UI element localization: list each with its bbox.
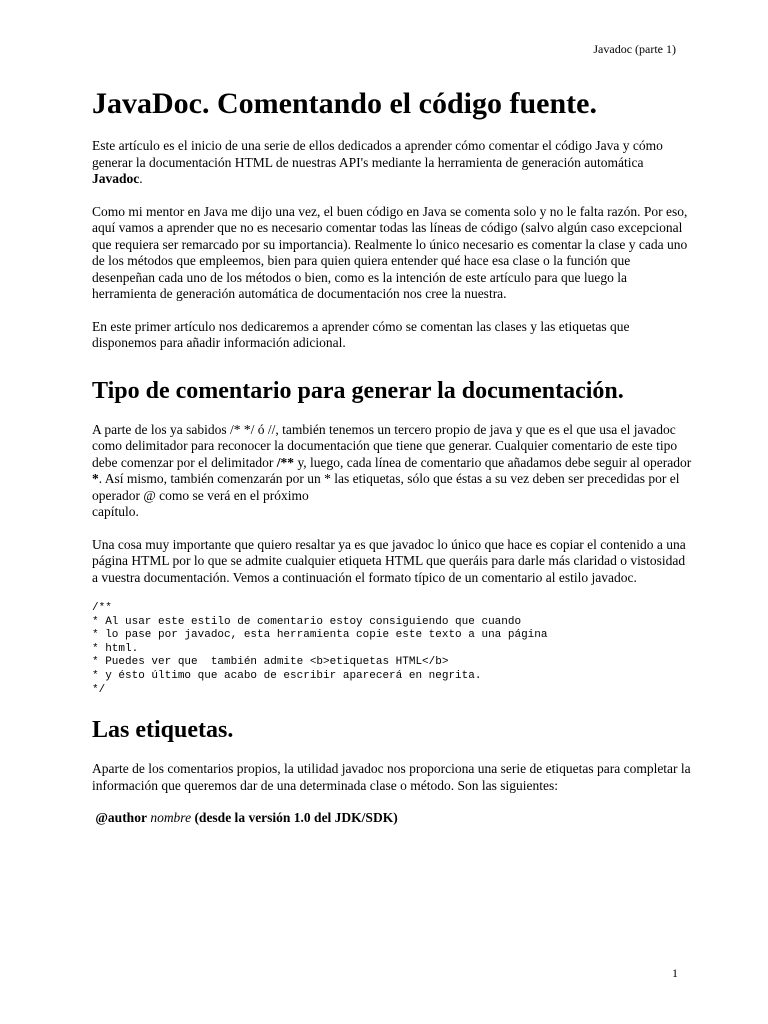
tipo-paragraph-1 xyxy=(92,422,692,521)
javadoc-bold: Javadoc xyxy=(92,171,140,186)
tag-since: (desde la versión 1.0 del JDK/SDK) xyxy=(194,810,398,826)
tipo-paragraph-2: Una cosa muy importante que quiero resaltar ya es que javadoc lo único que hace es copiar el contenido a una página HTML por lo que se admite cualquier etiqueta HTML que queráis para darle más claridad o vistosidad a vuestra documentación. Vemos a continuación el formato típico de un comentario al estilo javadoc. xyxy=(92,536,686,585)
tag-name: @author xyxy=(95,810,147,826)
code-sample: /** * Al usar este estilo de comentario estoy consiguiendo que cuando * lo pase por javadoc, esta herramienta copie este texto a una página * html. * Puedes ver que también admite <b>etiquetas HTML</b> * y ésto último que acabo de escribir aparecerá en negrita. */ xyxy=(92,602,548,696)
intro-paragraph-3: En este primer artículo nos dedicaremos a aprender cómo se comentan las clases y las etiquetas que disponemos para añadir información adicional. xyxy=(92,318,630,350)
page-title: JavaDoc. Comentando el código fuente. xyxy=(92,87,597,120)
tipo-text-d: . Así mismo, también comenzarán por un * las etiquetas, sólo que éstas a su vez deben ser precedidas por el operador @ como se verá en el próximo xyxy=(92,471,680,503)
tag-author-line xyxy=(92,810,692,827)
tipo-text-c: y, luego, cada línea de comentario que añadamos debe seguir al operador xyxy=(294,454,692,470)
tipo-text-a: A parte de los ya sabidos /* */ ó //, también tenemos un tercero propio de java y que es el que usa el javadoc como delimitador para reconocer la documentación que tiene que generar. Cualquier comentario de este tipo debe comenzar por el delimitador xyxy=(92,421,678,470)
etiquetas-paragraph-1: Aparte de los comentarios propios, la utilidad javadoc nos proporciona una serie de etiquetas para completar la información que queremos dar de una determinada clase o método. Son las siguientes: xyxy=(92,761,691,793)
tipo-text-e: capítulo. xyxy=(92,504,139,519)
page-number: 1 xyxy=(672,966,678,980)
delimiter-bold: /** xyxy=(276,454,295,470)
section-heading-tipo: Tipo de comentario para generar la documentación. xyxy=(92,377,624,404)
operator-bold: * xyxy=(92,471,99,486)
document-body xyxy=(92,86,692,827)
intro-text: Este artículo es el inicio de una serie de ellos dedicados a aprender cómo comentar el código Java y cómo generar la documentación HTML de nuestras API's mediante la herramienta de generación automática xyxy=(92,138,663,170)
intro-paragraph-1 xyxy=(92,138,692,188)
intro-period: . xyxy=(139,171,143,186)
running-header: Javadoc (parte 1) xyxy=(593,42,676,56)
section-heading-etiquetas: Las etiquetas. xyxy=(92,717,234,744)
intro-paragraph-2: Como mi mentor en Java me dijo una vez, el buen código en Java se comenta solo y no le falta razón. Por eso, aquí vamos a aprender que no es necesario comentar todas las líneas de código (salvo algún caso excepcional que requiera ser remarcado por su importancia). Realmente lo único necesario es comentar la clase y cada uno de los métodos que empleemos, bien para quien quiera entender qué hace esa clase o la función que desenpeñan cada uno de los métodos o bien, como es la intención de este artículo para que luego la herramienta de generación automática de documentación nos cree la nuestra. xyxy=(92,203,688,301)
tag-param: nombre xyxy=(150,810,192,826)
